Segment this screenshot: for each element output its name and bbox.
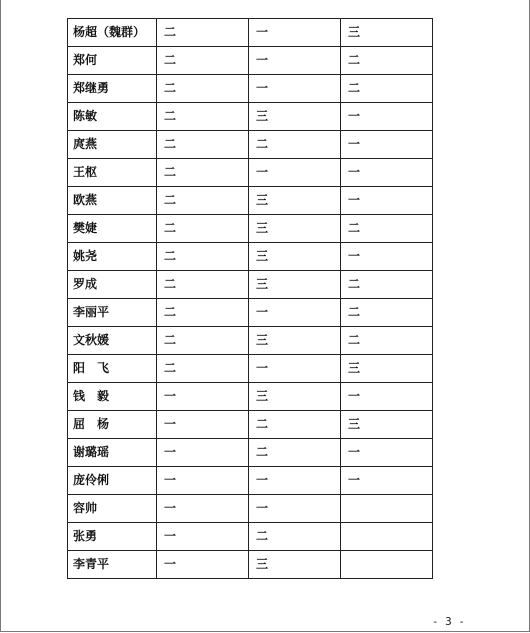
value-cell: 一: [157, 439, 249, 467]
value-cell: 一: [341, 243, 433, 271]
name-cell: 容帅: [68, 495, 157, 523]
value-cell: 二: [249, 411, 341, 439]
name-cell: 文秋媛: [68, 327, 157, 355]
ranking-table: [67, 18, 433, 579]
value-cell: 三: [341, 355, 433, 383]
ranking-table-body: [68, 19, 433, 579]
value-cell: 一: [157, 551, 249, 579]
value-cell: 一: [249, 19, 341, 47]
value-cell: 一: [249, 159, 341, 187]
value-cell: 二: [157, 103, 249, 131]
value-cell: 三: [249, 551, 341, 579]
value-cell: 二: [341, 47, 433, 75]
value-cell: 二: [157, 47, 249, 75]
name-cell: 樊婕: [68, 215, 157, 243]
value-cell: 一: [249, 467, 341, 495]
value-cell: 二: [249, 131, 341, 159]
name-cell: 钱 毅: [68, 383, 157, 411]
name-cell: 郑继勇: [68, 75, 157, 103]
name-cell: 罗成: [68, 271, 157, 299]
name-cell: 郑何: [68, 47, 157, 75]
page-number: - 3 -: [431, 615, 465, 628]
table-row: [68, 131, 433, 159]
name-cell: 姚尧: [68, 243, 157, 271]
value-cell: [341, 551, 433, 579]
value-cell: [341, 523, 433, 551]
value-cell: 一: [157, 467, 249, 495]
table-row: [68, 299, 433, 327]
value-cell: 二: [249, 439, 341, 467]
value-cell: 二: [157, 75, 249, 103]
value-cell: 二: [157, 159, 249, 187]
value-cell: 三: [249, 215, 341, 243]
table-row: [68, 439, 433, 467]
value-cell: 一: [249, 75, 341, 103]
table-row: [68, 75, 433, 103]
value-cell: 一: [341, 131, 433, 159]
table-row: [68, 467, 433, 495]
value-cell: 二: [157, 355, 249, 383]
value-cell: 一: [157, 495, 249, 523]
name-cell: 阳 飞: [68, 355, 157, 383]
value-cell: 二: [341, 215, 433, 243]
value-cell: 二: [157, 243, 249, 271]
value-cell: 二: [341, 299, 433, 327]
value-cell: 三: [249, 271, 341, 299]
name-cell: 张勇: [68, 523, 157, 551]
name-cell: 庞伶俐: [68, 467, 157, 495]
value-cell: 二: [341, 271, 433, 299]
value-cell: 二: [157, 187, 249, 215]
value-cell: 二: [157, 327, 249, 355]
value-cell: 一: [157, 383, 249, 411]
name-cell: 庹燕: [68, 131, 157, 159]
value-cell: 一: [249, 299, 341, 327]
value-cell: 一: [157, 523, 249, 551]
table-row: [68, 495, 433, 523]
table-row: [68, 551, 433, 579]
value-cell: 一: [341, 383, 433, 411]
table-row: [68, 47, 433, 75]
table-row: [68, 159, 433, 187]
table-row: [68, 215, 433, 243]
value-cell: 二: [341, 327, 433, 355]
value-cell: 一: [341, 103, 433, 131]
table-row: [68, 383, 433, 411]
name-cell: 杨超（魏群）: [68, 19, 157, 47]
table-row: [68, 271, 433, 299]
value-cell: 一: [249, 47, 341, 75]
value-cell: 一: [341, 159, 433, 187]
value-cell: 三: [249, 383, 341, 411]
value-cell: 一: [249, 355, 341, 383]
value-cell: 二: [249, 523, 341, 551]
value-cell: 三: [249, 187, 341, 215]
value-cell: 二: [341, 75, 433, 103]
value-cell: 二: [157, 19, 249, 47]
value-cell: 一: [249, 495, 341, 523]
value-cell: 二: [157, 299, 249, 327]
name-cell: 欧燕: [68, 187, 157, 215]
table-row: [68, 243, 433, 271]
value-cell: [341, 495, 433, 523]
name-cell: 李青平: [68, 551, 157, 579]
value-cell: 二: [157, 215, 249, 243]
value-cell: 三: [341, 19, 433, 47]
table-row: [68, 523, 433, 551]
name-cell: 王枢: [68, 159, 157, 187]
table-row: [68, 187, 433, 215]
value-cell: 一: [341, 467, 433, 495]
value-cell: 二: [157, 131, 249, 159]
table-row: [68, 19, 433, 47]
name-cell: 屈 杨: [68, 411, 157, 439]
value-cell: 三: [249, 103, 341, 131]
value-cell: 三: [249, 327, 341, 355]
table-row: [68, 327, 433, 355]
value-cell: 一: [341, 187, 433, 215]
name-cell: 谢璐瑶: [68, 439, 157, 467]
table-row: [68, 411, 433, 439]
name-cell: 李丽平: [68, 299, 157, 327]
value-cell: 一: [157, 411, 249, 439]
table-row: [68, 103, 433, 131]
value-cell: 二: [157, 271, 249, 299]
value-cell: 三: [341, 411, 433, 439]
value-cell: 三: [249, 243, 341, 271]
value-cell: 一: [341, 439, 433, 467]
table-row: [68, 355, 433, 383]
name-cell: 陈敏: [68, 103, 157, 131]
